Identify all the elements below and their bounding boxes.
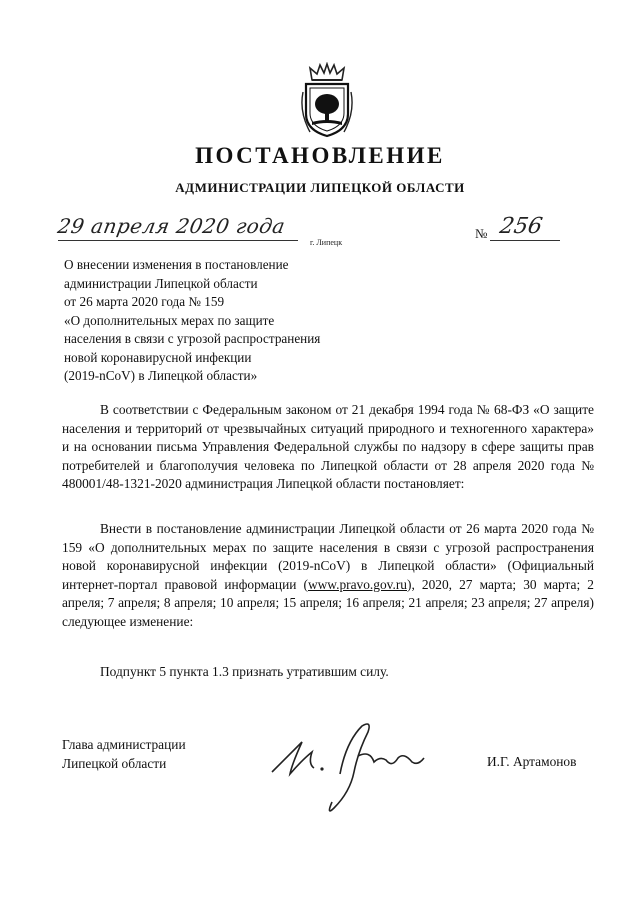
document-date: 29 апреля 2020 года xyxy=(55,214,288,238)
position-line: Глава администрации xyxy=(62,737,186,752)
subject-line: новой коронавирусной инфекции xyxy=(64,349,252,365)
pravo-portal-link[interactable]: www.pravo.gov.ru xyxy=(307,576,407,592)
document-subtitle: АДМИНИСТРАЦИИ ЛИПЕЦКОЙ ОБЛАСТИ xyxy=(175,180,465,195)
signatory-position xyxy=(62,735,186,773)
position-line: Липецкой области xyxy=(62,756,167,771)
document-subject xyxy=(64,256,384,386)
document-city: г. Липецк xyxy=(310,238,343,247)
number-sign: № xyxy=(475,226,488,241)
coat-of-arms-icon xyxy=(298,62,356,138)
subject-line: населения в связи с угрозой распространения xyxy=(64,331,321,346)
subject-line: «О дополнительных мерах по защите xyxy=(64,312,275,328)
repeal-paragraph: Подпункт 5 пункта 1.3 признать утратившим силу. xyxy=(100,664,389,679)
amendment-text: Внести в постановление администрации Липецкой области от 26 марта 2020 года № 159 «О дополнительных мерах по защите населения в связи с угрозой распространения новой коронавирусной инфекции (2019-nCoV) в Липецкой области» (Официальный интернет-портал правовой информации ( xyxy=(62,521,594,592)
subject-line: от 26 марта 2020 года № 159 xyxy=(64,294,225,309)
document-number: 256 xyxy=(497,214,545,239)
number-underline xyxy=(490,240,560,241)
subject-line: (2019-nCoV) в Липецкой области» xyxy=(64,368,258,383)
subject-line: О внесении изменения в постановление xyxy=(64,257,289,272)
amendment-paragraph xyxy=(62,520,594,631)
subject-line: администрации Липецкой области xyxy=(64,275,258,291)
preamble-paragraph: В соответствии с Федеральным законом от 21 декабря 1994 года № 68-ФЗ «О защите населения и территорий от чрезвычайных ситуаций природного и техногенного характера» и на основании письма Управления Федеральной службы по надзору в сфере защиты прав потребителей и благополучия человека по Липецкой области от 28 апреля 2020 года № 480001/48-1321-2020 администрация Липецкой области постановляет: xyxy=(62,402,594,491)
date-underline xyxy=(58,240,298,241)
document-title: ПОСТАНОВЛЕНИЕ xyxy=(195,143,445,168)
signatory-name: И.Г. Артамонов xyxy=(487,754,577,769)
handwritten-signature xyxy=(262,712,432,822)
amendment-text-end: ), 2020, 27 марта; 30 марта; 2 апреля; 7 апреля; 8 апреля; 10 апреля; 15 апреля; 16 апреля; 21 апреля; 23 апреля; 27 апреля) следующее изменение: xyxy=(62,576,594,629)
